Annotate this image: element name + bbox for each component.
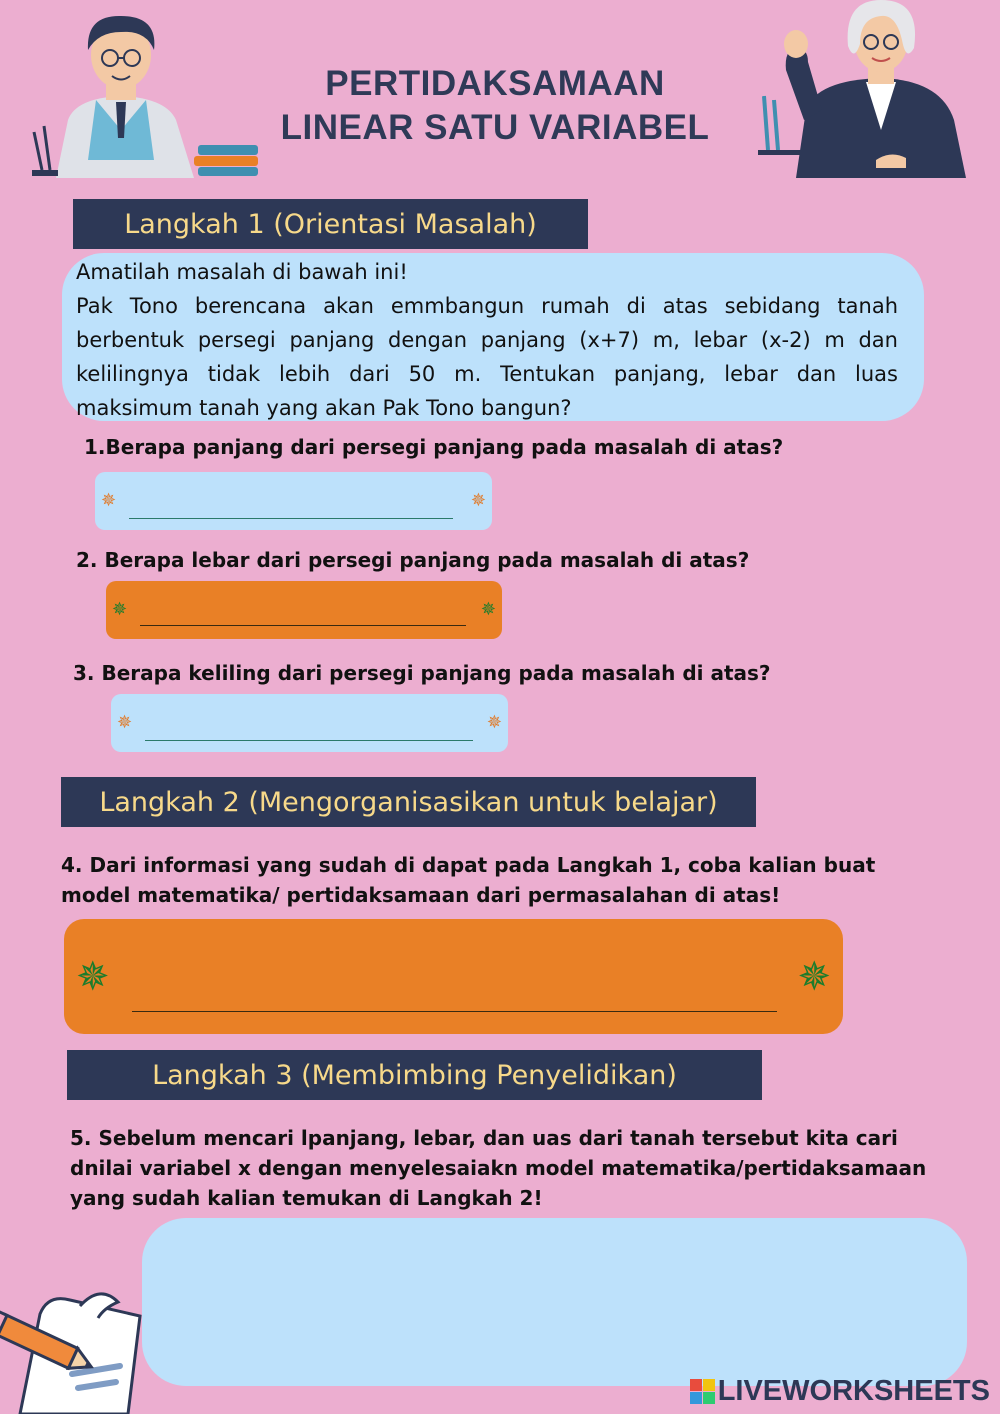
question-1: 1.Berapa panjang dari persegi panjang pada masalah di atas? <box>84 435 784 459</box>
answer-1-line <box>129 518 453 519</box>
star-icon: ✵ <box>112 599 128 620</box>
title-line-1: PERTIDAKSAMAAN <box>325 64 665 103</box>
question-4-line-2: model matematika/ pertidaksamaan dari permasalahan di atas! <box>61 883 781 907</box>
answer-1-field[interactable] <box>95 472 492 530</box>
answer-2-line <box>140 625 466 626</box>
question-5-line-1: 5. Sebelum mencari lpanjang, lebar, dan uas dari tanah tersebut kita cari <box>70 1126 898 1150</box>
question-4 <box>61 850 941 910</box>
worksheet-title <box>250 62 740 150</box>
answer-3-field[interactable] <box>111 694 508 752</box>
teacher-woman-illustration <box>756 0 970 178</box>
answer-4-field[interactable] <box>64 919 843 1034</box>
step1-banner-label: Langkah 1 (Orientasi Masalah) <box>124 208 537 240</box>
question-3: 3. Berapa keliling dari persegi panjang pada masalah di atas? <box>73 661 771 685</box>
step2-banner <box>61 777 756 827</box>
step3-banner <box>67 1050 762 1100</box>
star-icon: ✵ <box>470 490 486 511</box>
star-icon: ✵ <box>486 712 502 733</box>
star-burst-icon: ✵ <box>76 954 110 1000</box>
problem-statement: Pak Tono berencana akan emmbangun rumah di atas sebidang tanah berbentuk persegi panjang dengan panjang (x+7) m, lebar (x-2) m dan kelilingnya tidak lebih dari 50 m. Tentukan panjang, lebar dan luas maksimum tanah yang akan Pak Tono bangun? <box>76 294 898 420</box>
answer-2-field[interactable] <box>106 581 502 639</box>
question-2: 2. Berapa lebar dari persegi panjang pada masalah di atas? <box>76 548 750 572</box>
brand-grid-icon <box>690 1379 715 1404</box>
step3-banner-label: Langkah 3 (Membimbing Penyelidikan) <box>152 1059 677 1091</box>
question-5-line-3: yang sudah kalian temukan di Langkah 2! <box>70 1186 543 1210</box>
step2-banner-label: Langkah 2 (Mengorganisasikan untuk belajar) <box>99 786 718 818</box>
star-icon: ✵ <box>480 599 496 620</box>
question-4-line-1: 4. Dari informasi yang sudah di dapat pada Langkah 1, coba kalian buat <box>61 853 876 877</box>
answer-5-field[interactable] <box>142 1218 967 1386</box>
answer-3-line <box>145 740 473 741</box>
question-5-line-2: dnilai variabel x dengan menyelesaiakn model matematika/pertidaksamaan <box>70 1156 927 1180</box>
star-icon: ✵ <box>101 490 117 511</box>
brand-name: LIVEWORKSHEETS <box>717 1375 990 1407</box>
problem-text <box>76 255 898 425</box>
title-line-2: LINEAR SATU VARIABEL <box>280 108 710 147</box>
brand-logo <box>690 1375 990 1408</box>
star-burst-icon: ✵ <box>797 954 831 1000</box>
star-icon: ✵ <box>117 712 133 733</box>
step1-banner <box>73 199 588 249</box>
question-5 <box>70 1123 950 1213</box>
answer-4-line <box>132 1011 777 1012</box>
problem-intro: Amatilah masalah di bawah ini! <box>76 260 408 284</box>
teacher-boy-illustration <box>26 10 262 178</box>
paper-pencil-illustration <box>0 1284 150 1414</box>
